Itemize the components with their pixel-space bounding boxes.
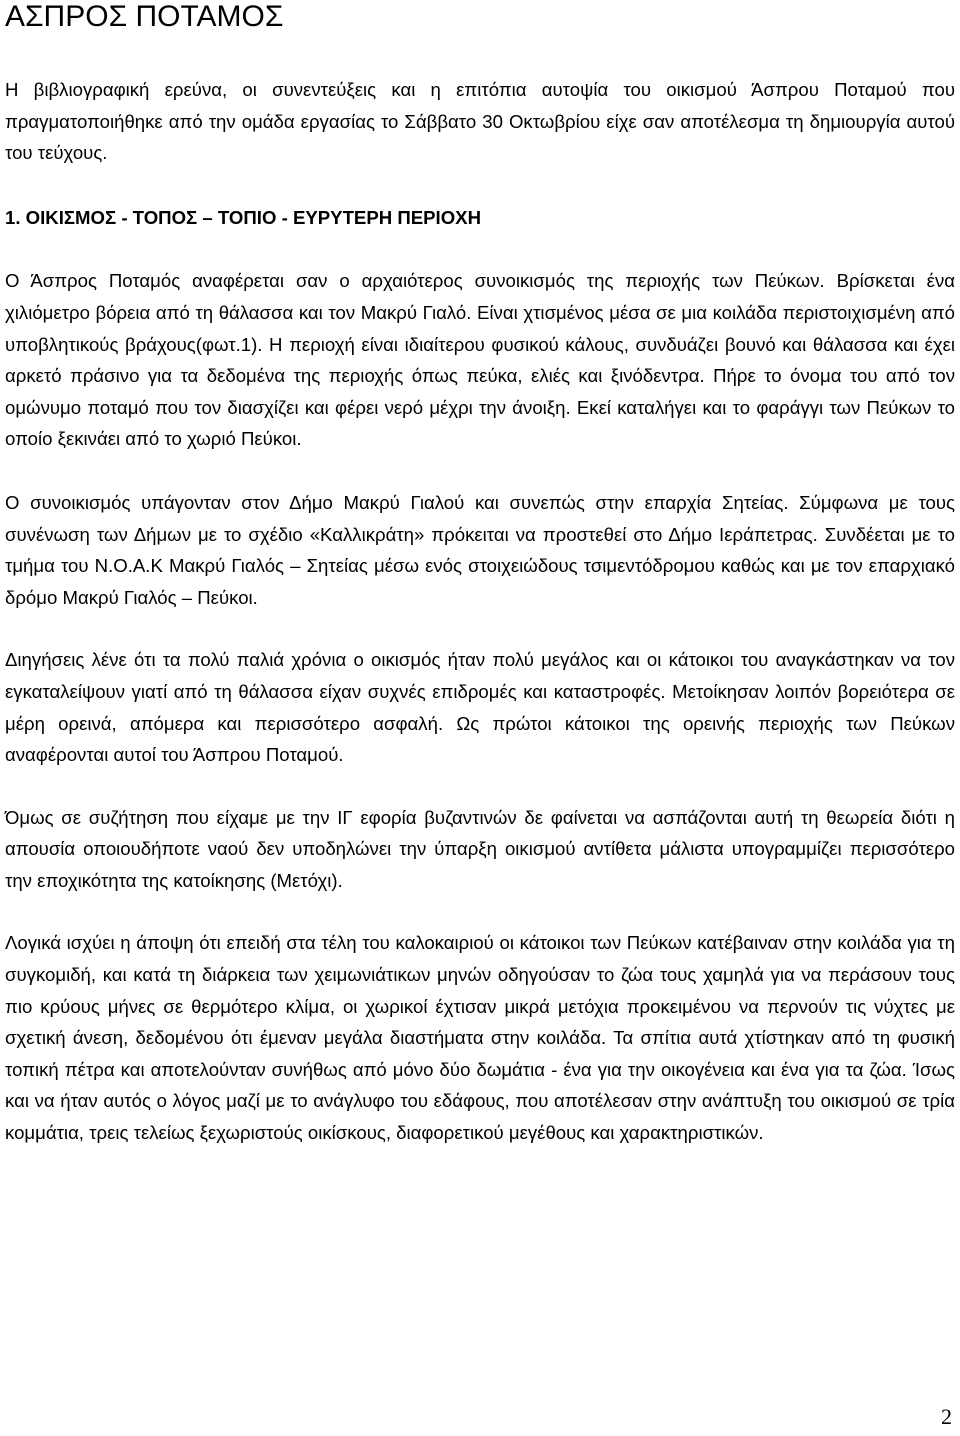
body-paragraph: Ο συνοικισμός υπάγονταν στον Δήμο Μακρύ Γιαλού και συνεπώς στην επαρχία Σητείας. Σύμφωνα με τους συνένωση των Δήμων με το σχέδιο «Καλλικράτη» πρόκειται να προστεθεί στο Δήμο Ιεράπετρας. Συνδέεται με το τμήμα του Ν.Ο.Α.Κ Μακρύ Γιαλός – Σητείας μέσω ενός στοιχειώδους τσιμεντόδρομου καθώς και με τον επαρχιακό δρόμο Μακρύ Γιαλός – Πεύκοι. xyxy=(5,491,955,608)
document-title: ΑΣΠΡΟΣ ΠΟΤΑΜΟΣ xyxy=(5,0,284,33)
document-page xyxy=(5,0,955,1149)
page-number: 2 xyxy=(941,1404,952,1429)
body-paragraph: Ο Άσπρος Ποταμός αναφέρεται σαν ο αρχαιότερος συνοικισμός της περιοχής των Πεύκων. Βρίσκεται ένα χιλιόμετρο βόρεια από τη θάλασσα και τον Μακρύ Γιαλό. Είναι χτισμένος μέσα σε μια κοιλάδα περιστοιχισμένη από υποβλητικούς βράχους(φωτ.1). Η περιοχή είναι ιδιαίτερου φυσικού κάλους, συνδυάζει βουνό και θάλασσα και έχει αρκετό πράσινο για τα δεδομένα της περιοχής όπως πεύκα, ελιές και ξινόδεντρα. Πήρε το όνομα του από τον ομώνυμο ποταμό που τον διασχίζει και φέρει νερό μέχρι την άνοιξη. Εκεί καταλήγει και το φαράγγι των Πεύκων το οποίο ξεκινάει από το χωριό Πεύκοι. xyxy=(5,270,955,450)
intro-paragraph: Η βιβλιογραφική ερεύνα, οι συνεντεύξεις και η επιτόπια αυτοψία του οικισμού Άσπρου Ποταμού που πραγματοποιήθηκε από την ομάδα εργασίας το Σάββατο 30 Οκτωβρίου είχε σαν αποτέλεσμα τη δημιουργία αυτού του τεύχους. xyxy=(5,79,955,164)
section-heading: 1. ΟΙΚΙΣΜΟΣ - ΤΟΠΟΣ – ΤΟΠΙΟ - ΕΥΡΥΤΕΡΗ ΠΕΡΙΟΧΗ xyxy=(5,206,482,228)
body-paragraph: Όμως σε συζήτηση που είχαμε με την ΙΓ εφορία βυζαντινών δε φαίνεται να ασπάζονται αυτή τη θεωρεία διότι η απουσία οποιουδήποτε ναού δεν υποδηλώνει την ύπαρξη οικισμού αντίθετα μάλιστα υπογραμμίζει περισσότερο την εποχικότητα της κατοίκησης (Μετόχι). xyxy=(5,806,955,891)
body-paragraph: Λογικά ισχύει η άποψη ότι επειδή στα τέλη του καλοκαιριού οι κάτοικοι των Πεύκων κατέβαιναν στην κοιλάδα για τη συγκομιδή, και κατά τη διάρκεια των χειμωνιάτικων μηνών οδηγούσαν το ζώα τους χαμηλά για να περάσουν τους πιο κρύους μήνες σε θερμότερο κλίμα, οι χωρικοί έχτισαν μικρά μετόχια προκειμένου να περνούν τις νύχτες με σχετική άνεση, δεδομένου ότι έμεναν μεγάλα διαστήματα στην κοιλάδα. Τα σπίτια αυτά χτίστηκαν από τη φυσική τοπική πέτρα και αποτελούνταν συνήθως από μόνο δύο δωμάτια - ένα για την οικογένεια και ένα για τα ζώα. Ίσως και να ήταν αυτός ο λόγος μαζί με το ανάγλυφο του εδάφους, που αποτέλεσαν στην ανάπτυξη του οικισμού σε τρία κομμάτια, τρεις τελείως ξεχωριστούς οικίσκους, διαφορετικού μεγέθους και χαρακτηριστικών. xyxy=(5,932,955,1144)
body-paragraph: Διηγήσεις λένε ότι τα πολύ παλιά χρόνια ο οικισμός ήταν πολύ μεγάλος και οι κάτοικοι του αναγκάστηκαν να τον εγκαταλείψουν γιατί από τη θάλασσα είχαν συχνές επιδρομές και καταστροφές. Μετοίκησαν λοιπόν βορειότερα σε μέρη ορεινά, απόμερα και περισσότερο ασφαλή. Ως πρώτοι κάτοικοι της ορεινής περιοχής των Πεύκων αναφέρονται αυτοί του Άσπρου Ποταμού. xyxy=(5,649,955,766)
